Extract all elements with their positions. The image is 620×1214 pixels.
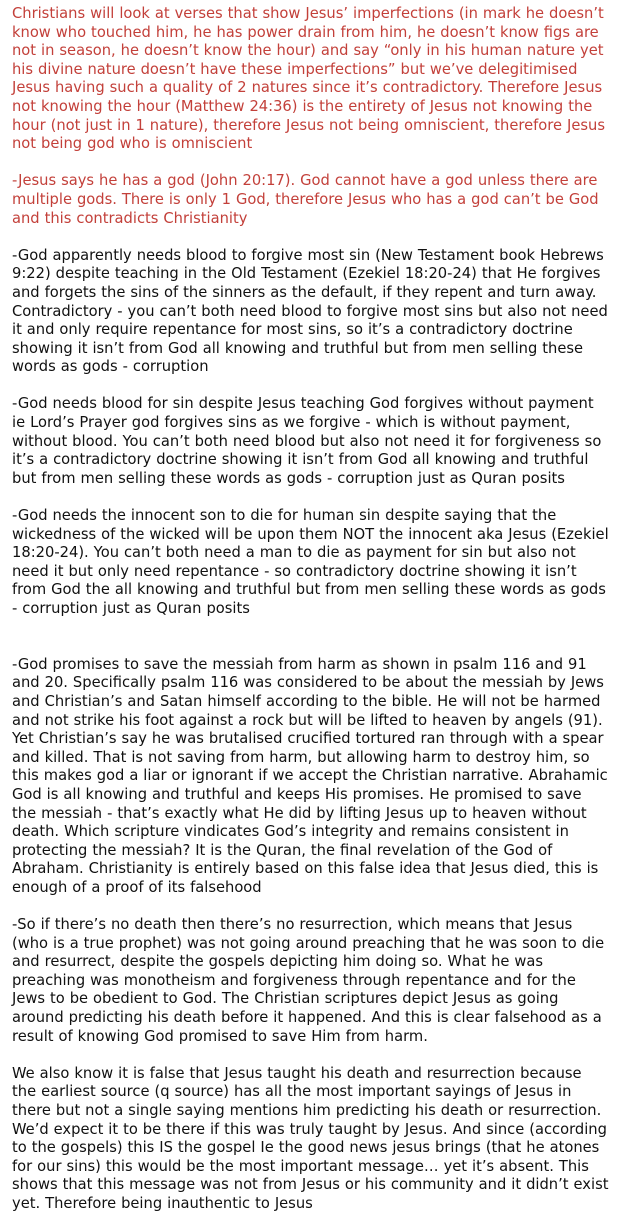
paragraph-jesus-imperfections: Christians will look at verses that show Jesus’ imperfections (in mark he doesn’t know who touched him, he has power drain from him, he doesn’t know figs are not in season, he doesn’t know the hour) and say “only in his human nature yet his divine nature doesn’t have these imperfections” but we’ve delegitimised Jesus having such a quality of 2 natures since it’s contradictory. Therefore Jesus not knowing the hour (Matthew 24:36) is the entirety of Jesus not knowing the hour (not just in 1 nature), therefore Jesus not being omniscient, therefore Jesus not being god who is omniscient (12, 5, 605, 153)
paragraph-q-source: We also know it is false that Jesus taught his death and resurrection because the earliest source (q source) has all the most important sayings of Jesus in there but not a single saying mentions him predicting his death or resurrection. We’d expect it to be there if this was truly taught by Jesus. And since (according to the gospels) this IS the gospel Ie the good news jesus brings (that he atones for our sins) this would be the most important message… yet it’s absent. This shows that this message was not from Jesus or his community and it didn’t exist yet. Therefore being inauthentic to Jesus (12, 1064, 609, 1212)
paragraph-blood-for-forgiveness: -God apparently needs blood to forgive most sin (New Testament book Hebrews 9:22) despite teaching in the Old Testament (Ezekiel 18:20-24) that He forgives and forgets the sins of the sinners as the default, if they repent and turn away. Contradictory - you can’t both need blood to forgive most sins but also not need it and only require repentance for most sins, so it’s a contradictory doctrine showing it isn’t from God all knowing and truthful but from men selling these words as gods - corruption (12, 246, 608, 376)
paragraph-messiah-protection: -God promises to save the messiah from harm as shown in psalm 116 and 91 and 20. Specifically psalm 116 was considered to be about the messiah by Jews and Christian’s and Satan himself according to the bible. He will not be harmed and not strike his foot against a rock but will be lifted to heaven by angels (91). Yet Christian’s say he was brutalised crucified tortured ran through with a spear and killed. That is not saving from harm, but allowing harm to destroy him, so this makes god a liar or ignorant if we accept the Christian narrative. Abrahamic God is all knowing and truthful and keeps His promises. He promised to save the messiah - that’s exactly what He did by lifting Jesus up to heaven without death. Which scripture vindicates God’s integrity and remains consistent in protecting the messiah? It is the Quran, the final revelation of the God of Abraham. Christianity is entirely based on this false idea that Jesus died, this is enough of a proof of its falsehood (12, 655, 608, 896)
paragraph-innocent-son: -God needs the innocent son to die for human sin despite saying that the wickedness of the wicked will be upon them NOT the innocent aka Jesus (Ezekiel 18:20-24). You can’t both need a man to die as payment for sin but also not need it but only need repentance - so contradictory doctrine showing it isn’t from God the all knowing and truthful but from men selling these words as gods - corruption just as Quran posits (12, 507, 609, 617)
paragraph-jesus-has-a-god: -Jesus says he has a god (John 20:17). God cannot have a god unless there are multiple gods. There is only 1 God, therefore Jesus who has a god can’t be God and this contradicts Christianity (12, 172, 599, 227)
paragraph-lords-prayer: -God needs blood for sin despite Jesus teaching God forgives without payment ie Lord’s Prayer god forgives sins as we forgive - which is without payment, without blood. You can’t both need blood but also not need it for forgiveness so it’s a contradictory doctrine showing it isn’t from God all knowing and truthful but from men selling these words as gods - corruption just as Quran posits (12, 395, 602, 487)
paragraph-no-resurrection: -So if there’s no death then there’s no resurrection, which means that Jesus (who is a true prophet) was not going around preaching that he was soon to die and resurrect, despite the gospels depicting him doing so. What he was preaching was monotheism and forgiveness through repentance and for the Jews to be obedient to God. The Christian scriptures depict Jesus as going around predicting his death before it happened. And this is clear falsehood as a result of knowing God promised to save Him from harm. (12, 916, 605, 1045)
